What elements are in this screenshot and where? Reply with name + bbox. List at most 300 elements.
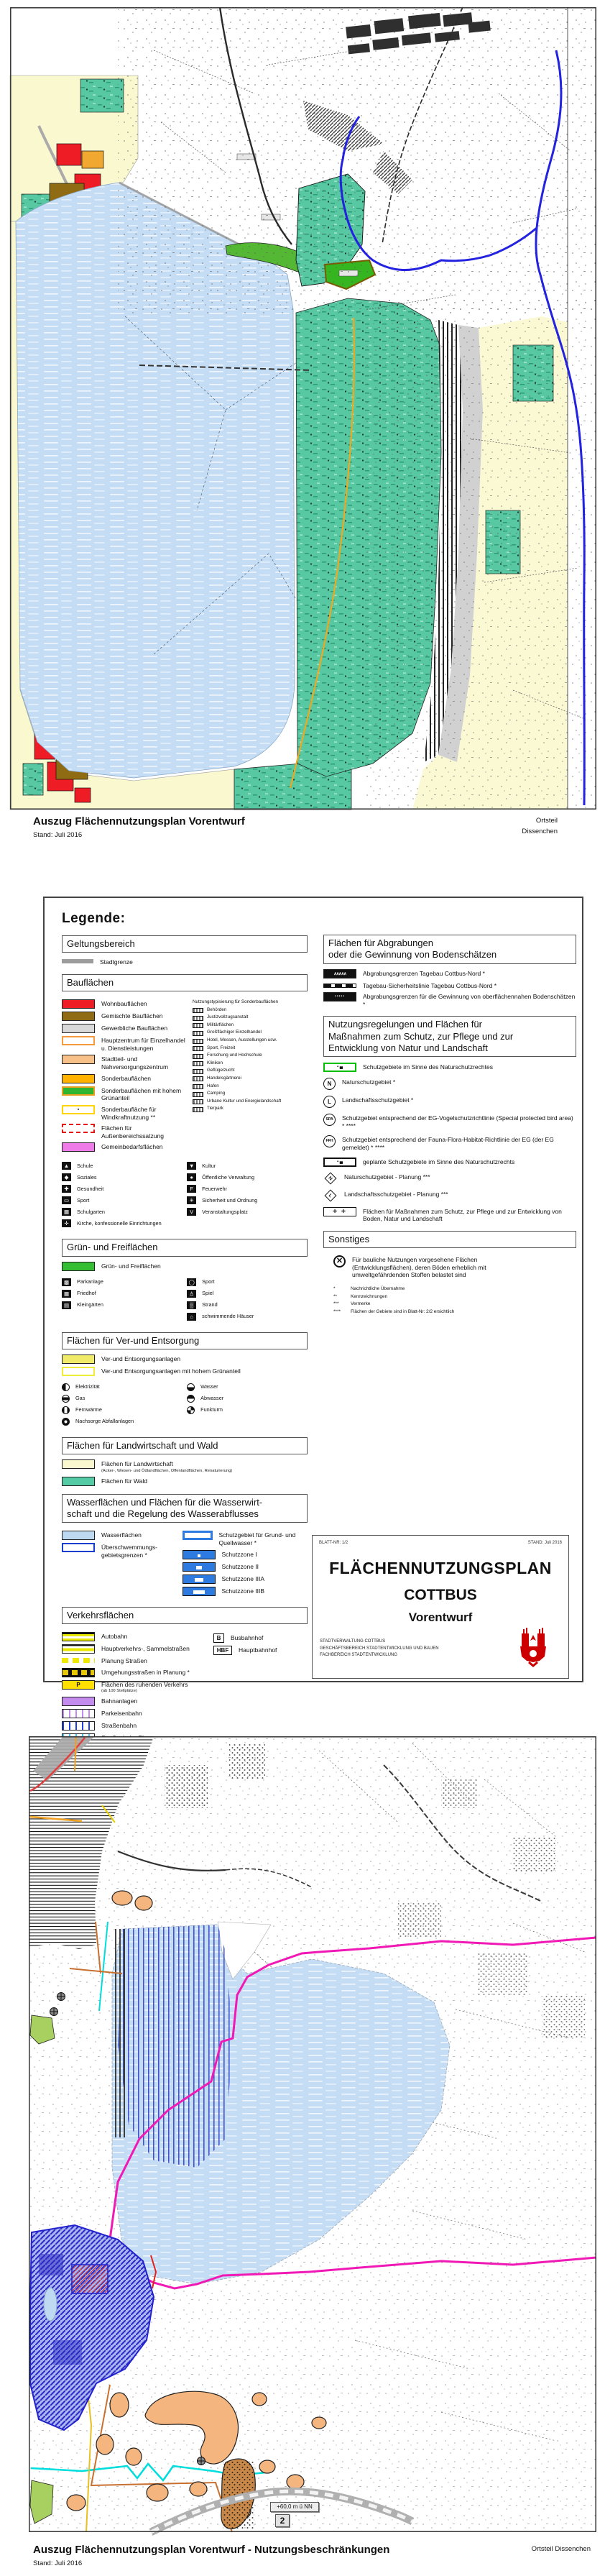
gruen-icon-item bbox=[62, 1278, 180, 1286]
section-verent: Flächen für Ver-und Entsorgung bbox=[62, 1332, 308, 1349]
legend-item bbox=[62, 1543, 177, 1559]
legend-item-label: Naturschutzgebiet * bbox=[342, 1078, 396, 1086]
gemeinbedarf-icon: ✚ bbox=[62, 1185, 71, 1193]
legend-swatch bbox=[323, 984, 356, 988]
section-gruen: Grün- und Freiflächen bbox=[62, 1239, 308, 1256]
sondertyp-item bbox=[193, 1091, 308, 1097]
footnote-text: Kennzeichnungen bbox=[351, 1293, 388, 1299]
org-line: FACHBEREICH STADTENTWICKLUNG bbox=[320, 1653, 397, 1658]
org-line: GESCHÄFTSBEREICH STADTENTWICKLUNG UND BAUEN bbox=[320, 1646, 439, 1651]
gemeinbedarf-label: Gesundheit bbox=[77, 1185, 104, 1192]
legend-swatch bbox=[62, 1055, 95, 1064]
legend-item-label: Ver-und Entsorgungsanlagen mit hohem Grünanteil bbox=[101, 1367, 241, 1375]
verent-icon-label: Funkturm bbox=[200, 1406, 223, 1413]
sondertyp-swatch bbox=[193, 1076, 203, 1081]
legend-item-note: (ab 100 Stellplätze) bbox=[101, 1689, 137, 1694]
legend-left-column bbox=[62, 905, 308, 1746]
legend-swatch bbox=[62, 1459, 95, 1469]
gemeinbedarf-icon: ● bbox=[187, 1173, 196, 1181]
legend-page bbox=[43, 897, 583, 1730]
section-title-line: Wasserflächen und Flächen für die Wasserwirt- bbox=[67, 1496, 263, 1508]
sondertyp-label: Hafen bbox=[207, 1083, 219, 1088]
sondertyp-label: Militärflächen bbox=[207, 1022, 234, 1027]
gruen-icon-item bbox=[187, 1301, 305, 1309]
legend-swatch bbox=[183, 1575, 216, 1584]
legend-item bbox=[62, 1632, 209, 1641]
legend-item bbox=[323, 1078, 576, 1090]
gruen-icon: ◯ bbox=[187, 1278, 196, 1286]
gruen-icons-right bbox=[187, 1275, 305, 1324]
verent-icon-label: Gas bbox=[75, 1395, 86, 1402]
sondertyp-swatch bbox=[193, 1069, 203, 1074]
verent-icon-item bbox=[187, 1395, 305, 1403]
legend-swatch bbox=[62, 1658, 95, 1663]
legend-item-label: Parkeisenbahn bbox=[101, 1710, 142, 1718]
verent-icon-item bbox=[62, 1418, 180, 1426]
sonstiges-items bbox=[323, 1255, 576, 1279]
sondertyp-item bbox=[193, 1038, 308, 1044]
legend-item bbox=[62, 1459, 308, 1474]
gemeinbedarf-item bbox=[62, 1208, 180, 1216]
gemeinbedarf-label: Schule bbox=[77, 1162, 93, 1169]
legend-item-label: Schutzgebiet entsprechend der Fauna-Flora-Habitat-Richtlinie der EG (der EG gemeldet) * **** bbox=[342, 1136, 554, 1151]
sondertyp-label: Handelsgärtnerei bbox=[207, 1076, 241, 1081]
legend-swatch bbox=[62, 1632, 95, 1641]
gemeinbedarf-icon: ✛ bbox=[62, 1219, 71, 1227]
footnote-text: Vermerke bbox=[351, 1301, 371, 1307]
sheet-number-label: 2 bbox=[275, 2514, 290, 2527]
abgrabungen-items bbox=[323, 969, 576, 1009]
legend-item bbox=[62, 1477, 308, 1486]
gruen-icon: ▒ bbox=[187, 1301, 196, 1309]
sondertyp-swatch bbox=[193, 1084, 203, 1089]
sondertyp-swatch bbox=[193, 1039, 203, 1044]
gemeinbedarf-label: Sport bbox=[77, 1196, 90, 1204]
legend-item bbox=[62, 1055, 188, 1071]
sondertyp-label: Großflächiger Einzelhandel bbox=[207, 1030, 262, 1035]
sondertypen-header: Nutzungstypisierung für Sonderbauflächen bbox=[193, 999, 279, 1005]
map-vorentwurf-canvas bbox=[10, 7, 596, 810]
legend-swatch bbox=[62, 1012, 95, 1021]
legend-item bbox=[62, 1709, 209, 1718]
legend-right-column bbox=[323, 927, 576, 1315]
legend-item bbox=[62, 1124, 188, 1140]
sondertyp-swatch bbox=[193, 1046, 203, 1051]
gemeinbedarf-icon: ▦ bbox=[62, 1208, 71, 1216]
gemeinbedarf-label: Veranstaltungsplatz bbox=[202, 1208, 248, 1215]
legend-item bbox=[62, 1656, 209, 1665]
sondertyp-item bbox=[193, 1083, 308, 1089]
legend-item bbox=[62, 1024, 188, 1033]
verent-icon-item bbox=[62, 1395, 180, 1403]
sondertyp-swatch bbox=[193, 1016, 203, 1021]
section-landwirtschaft: Flächen für Landwirtschaft und Wald bbox=[62, 1437, 308, 1454]
section-nutzungsregelungen bbox=[323, 1016, 576, 1057]
wasser-items-right bbox=[183, 1528, 308, 1598]
map-nutzungsbeschraenkungen-canvas bbox=[29, 1736, 596, 2532]
legend-swatch bbox=[62, 1355, 95, 1364]
legend-item bbox=[183, 1531, 308, 1546]
section-title-line: Flächen für Abgrabungen bbox=[328, 938, 433, 948]
legend-item bbox=[62, 1142, 188, 1152]
gemeinbedarf-label: Kirche, konfessionelle Einrichtungen bbox=[77, 1219, 162, 1227]
sondertyp-item bbox=[193, 1106, 308, 1112]
gruen-icon-label: Strand bbox=[202, 1301, 218, 1308]
legend-item-label: Grün- und Freiflächen bbox=[101, 1262, 161, 1270]
gruen-icon: ▤ bbox=[62, 1301, 71, 1309]
gruen-icons-left bbox=[62, 1275, 180, 1324]
sondertyp-swatch bbox=[193, 1031, 203, 1036]
section-title-line: schaft und die Regelung des Wasserabflusses bbox=[67, 1508, 259, 1520]
footnote bbox=[333, 1294, 576, 1300]
legend-item bbox=[323, 1207, 576, 1223]
gruen-items bbox=[62, 1262, 308, 1271]
legend-item-label: Bahnanlagen bbox=[101, 1697, 138, 1705]
verkehr-items-right bbox=[213, 1629, 307, 1746]
legend-item-label: Gemeinbedarfsflächen bbox=[101, 1143, 163, 1151]
legend-swatch: ▪ ▄ bbox=[323, 1158, 356, 1167]
gemeinbedarf-item bbox=[62, 1196, 180, 1204]
blatt-nr: BLATT-NR: 1/2 bbox=[319, 1541, 348, 1545]
footnote-text: Nachrichtliche Übernahme bbox=[351, 1286, 405, 1291]
sondertyp-item bbox=[193, 1099, 308, 1104]
sondertyp-label: Forschung und Hochschule bbox=[207, 1053, 262, 1058]
legend-swatch: FFH bbox=[323, 1135, 336, 1147]
legend-swatch bbox=[62, 1721, 95, 1731]
gruen-icon-label: Friedhof bbox=[77, 1290, 96, 1297]
verent-icon-label: Wasser bbox=[200, 1383, 218, 1390]
legend-item-label: Flächen für Außenbereichssatzung bbox=[101, 1124, 164, 1140]
sondertyp-swatch bbox=[193, 1061, 203, 1066]
legend-item bbox=[62, 1680, 209, 1695]
legend-item-label: Flächen für Maßnahmen zum Schutz, zur Pflege und zur Entwicklung von Boden, Natur und Landschaft bbox=[363, 1207, 562, 1223]
section-title-line: Nutzungsregelungen und Flächen für bbox=[328, 1019, 482, 1030]
gemeinbedarf-icons-right bbox=[187, 1158, 305, 1231]
legend-item bbox=[62, 1644, 209, 1654]
legend-item-label: Flächen des ruhenden Verkehrs bbox=[101, 1680, 188, 1688]
gruen-icon-item bbox=[187, 1290, 305, 1298]
verent-icon bbox=[62, 1418, 70, 1426]
gemeinbedarf-item bbox=[62, 1185, 180, 1193]
legend-swatch: ✕ bbox=[333, 1255, 346, 1268]
legend-swatch bbox=[62, 1086, 95, 1096]
legend-item-label: Abgrabungsgrenzen Tagebau Cottbus-Nord * bbox=[363, 969, 485, 977]
sondertyp-item bbox=[193, 1045, 308, 1051]
sondertyp-swatch bbox=[193, 1054, 203, 1059]
legend-swatch bbox=[62, 1367, 95, 1376]
legend-item bbox=[183, 1550, 308, 1559]
small-pond bbox=[44, 2288, 57, 2321]
verent-icons-left bbox=[62, 1380, 180, 1429]
legend-swatch: P bbox=[62, 1680, 95, 1690]
gemeinbedarf-icon: ▭ bbox=[62, 1196, 71, 1204]
gruen-icon-item bbox=[187, 1313, 305, 1321]
gemeinbedarf-icon: V bbox=[187, 1208, 196, 1216]
section-title-line: Maßnahmen zum Schutz, zur Pflege und zur bbox=[328, 1030, 514, 1042]
legend-swatch: N bbox=[323, 1078, 336, 1090]
bauflaechen-items bbox=[62, 996, 188, 1155]
legend-item-label: Hauptzentrum für Einzelhandel u. Dienstleistungen bbox=[101, 1037, 185, 1052]
legend-swatch bbox=[62, 1531, 95, 1540]
dark-edge-band bbox=[112, 1929, 128, 2137]
legend-item bbox=[323, 1190, 576, 1201]
verent-icon-item bbox=[187, 1383, 305, 1391]
legend-item bbox=[62, 1012, 188, 1021]
footnote-mark: **** bbox=[333, 1309, 341, 1315]
gemeinbedarf-icon: ✳ bbox=[187, 1196, 196, 1204]
legend-item bbox=[323, 1063, 576, 1072]
legend-item-label: Umgehungsstraßen in Planung * bbox=[101, 1668, 190, 1676]
legend-item bbox=[213, 1646, 307, 1655]
legend-swatch bbox=[62, 1262, 95, 1271]
section-bauflaechen: Bauflächen bbox=[62, 974, 308, 991]
sondertyp-item bbox=[193, 1068, 308, 1074]
legend-item-label: geplante Schutzgebiete im Sinne des Naturschutzrechts bbox=[363, 1158, 515, 1165]
legend-item-label: Gewerbliche Bauflächen bbox=[101, 1025, 168, 1032]
gemeinbedarf-item bbox=[187, 1208, 305, 1216]
legend-swatch: N bbox=[325, 1172, 337, 1184]
legend-swatch: ✛ ✛ bbox=[323, 1207, 356, 1216]
map1-title: Auszug Flächennutzungsplan Vorentwurf bbox=[33, 815, 245, 828]
section-abgrabungen bbox=[323, 935, 576, 964]
org-lines bbox=[320, 1638, 439, 1659]
sondertyp-swatch bbox=[193, 1092, 203, 1097]
verent-icons-right bbox=[187, 1380, 305, 1429]
verent-icon bbox=[62, 1406, 70, 1414]
plan-title-line2: COTTBUS bbox=[404, 1587, 477, 1603]
sondertyp-label: Tierpark bbox=[207, 1106, 223, 1111]
wasser-items-left bbox=[62, 1528, 177, 1598]
legend-item-label: Autobahn bbox=[101, 1632, 128, 1640]
legend-item-label: Schutzzone IIIB bbox=[221, 1587, 265, 1595]
legend-item bbox=[62, 1668, 209, 1677]
map1-ortsteil bbox=[522, 815, 558, 837]
gruen-icon-label: Parkanlage bbox=[77, 1278, 103, 1285]
legend-item-label: Sonderbaufläche für Windkraftnutzung ** bbox=[101, 1105, 157, 1121]
verent-icon-label: Fernwärme bbox=[75, 1406, 102, 1413]
legend-item-label: Busbahnhof bbox=[231, 1633, 264, 1641]
gemeinbedarf-item bbox=[62, 1162, 180, 1170]
footnote-text: Flächen der Gebiete sind in Blatt-Nr: 2/2 ersichtlich bbox=[351, 1309, 455, 1315]
legend-item-label: Stadtteil- und Nahversorgungszentrum bbox=[101, 1055, 169, 1071]
sondertyp-item bbox=[193, 1076, 308, 1081]
footnote-mark: *** bbox=[333, 1301, 339, 1307]
gruen-icon-item bbox=[62, 1290, 180, 1298]
cottbus-coat-of-arms-icon bbox=[518, 1628, 548, 1667]
sondertyp-item bbox=[193, 1015, 308, 1021]
legend-item-label: Sonderbauflächen bbox=[101, 1074, 152, 1082]
landwirtschaft-items bbox=[62, 1459, 308, 1486]
legend-item bbox=[62, 958, 308, 966]
legend-swatch bbox=[62, 999, 95, 1009]
gruen-icon-label: Kleingärten bbox=[77, 1301, 103, 1308]
legend-item-label: Flächen für Wald bbox=[101, 1477, 147, 1485]
footnote-mark: ** bbox=[333, 1293, 337, 1299]
legend-item-label: Schutzgebiet für Grund- und Quellwasser * bbox=[218, 1531, 296, 1547]
legend-item bbox=[62, 1074, 188, 1083]
legend-item bbox=[323, 969, 576, 978]
sondertyp-item bbox=[193, 1030, 308, 1036]
legend-item bbox=[183, 1575, 308, 1584]
legend-item-label: Schutzgebiet entsprechend der EG-Vogelschutzrichtlinie (Special protected bird area) * **** bbox=[342, 1114, 573, 1129]
verent-icon bbox=[62, 1395, 70, 1403]
section-title-line: oder die Gewinnung von Bodenschätzen bbox=[328, 949, 497, 961]
gemeinbedarf-icons-left bbox=[62, 1158, 180, 1231]
gruen-icon-item bbox=[187, 1278, 305, 1286]
plan-title-line1: FLÄCHENNUTZUNGSPLAN bbox=[329, 1559, 552, 1577]
legend-item-label: Hauptverkehrs-, Sammelstraßen bbox=[101, 1644, 190, 1652]
gemeinbedarf-icon: ▼ bbox=[187, 1162, 196, 1170]
footnote-mark: * bbox=[333, 1286, 336, 1291]
legend-item bbox=[62, 1721, 209, 1731]
gemeinbedarf-item bbox=[187, 1162, 305, 1170]
legend-swatch: HBF bbox=[213, 1646, 232, 1655]
sondertypen-items bbox=[193, 1007, 308, 1112]
legend-item bbox=[62, 1036, 188, 1052]
legend-swatch bbox=[62, 1697, 95, 1706]
verent-icon bbox=[187, 1406, 195, 1414]
legend-item-label: Ver-und Entsorgungsanlagen bbox=[101, 1355, 181, 1362]
ortsteil-line: Dissenchen bbox=[522, 828, 558, 836]
gemeinbedarf-label: Schulgarten bbox=[77, 1208, 105, 1215]
legend-item-label: Stadtgrenze bbox=[100, 958, 133, 966]
legend-item bbox=[323, 981, 576, 990]
verent-icon-label: Abwasser bbox=[200, 1395, 224, 1402]
gemeinbedarf-label: Öffentliche Verwaltung bbox=[202, 1173, 255, 1181]
footnote bbox=[333, 1301, 576, 1307]
verent-items bbox=[62, 1355, 308, 1376]
gemeinbedarf-icon: ▲ bbox=[62, 1162, 71, 1170]
map2-title: Auszug Flächennutzungsplan Vorentwurf - Nutzungsbeschränkungen bbox=[33, 2544, 390, 2556]
legend-item bbox=[323, 1114, 576, 1129]
sondertyp-item bbox=[193, 1053, 308, 1059]
legend-swatch bbox=[183, 1562, 216, 1572]
legend-item-label: Überschwemmungs- gebietsgrenzen * bbox=[101, 1544, 157, 1559]
legend-item-label: Schutzzone IIIA bbox=[221, 1575, 265, 1582]
legend-swatch bbox=[62, 1036, 95, 1045]
sondertyp-label: Sport, Freizeit bbox=[207, 1045, 236, 1050]
gruen-icon: ▩ bbox=[62, 1278, 71, 1286]
legend-item-label: Für bauliche Nutzungen vorgesehene Flächen (Entwicklungsflächen), deren Böden erheblich mit umweltgefährdenden Stoffen belastet sind bbox=[352, 1256, 486, 1279]
legend-swatch: L bbox=[325, 1189, 337, 1201]
geltungsbereich-items bbox=[62, 958, 308, 966]
legend-swatch bbox=[62, 1709, 95, 1718]
legend-swatch bbox=[62, 1142, 95, 1152]
footnote bbox=[333, 1286, 576, 1292]
gruen-icon: ▦ bbox=[62, 1290, 71, 1298]
gruen-icon-label: Spiel bbox=[202, 1290, 214, 1297]
sondertyp-item bbox=[193, 1007, 308, 1013]
legend-item-label: Hauptbahnhof bbox=[239, 1646, 277, 1654]
legend-item bbox=[62, 999, 188, 1009]
gruen-icon: ⌂ bbox=[187, 1313, 196, 1321]
gemeinbedarf-icon: F bbox=[187, 1185, 196, 1193]
gemeinbedarf-label: Kultur bbox=[202, 1162, 216, 1169]
section-wasser bbox=[62, 1494, 308, 1523]
section-geltungsbereich: Geltungsbereich bbox=[62, 935, 308, 953]
legend-item bbox=[62, 1086, 188, 1102]
section-title-line: Entwicklung von Natur und Landschaft bbox=[328, 1042, 488, 1053]
gruen-icon-label: Sport bbox=[202, 1278, 215, 1285]
verent-icon-item bbox=[187, 1406, 305, 1414]
legend-swatch bbox=[62, 1024, 95, 1033]
legend-footnotes bbox=[323, 1286, 576, 1315]
legend-item-label: Planung Straßen bbox=[101, 1656, 147, 1664]
legend-swatch bbox=[183, 1587, 216, 1596]
legend-swatch bbox=[183, 1531, 213, 1540]
legend-item bbox=[183, 1562, 308, 1572]
legend-item-label: Landschaftsschutzgebiet - Planung *** bbox=[344, 1190, 448, 1198]
sondertyp-label: Justizvollzugsanstalt bbox=[207, 1014, 249, 1020]
verent-icon-item bbox=[62, 1406, 180, 1414]
sondertyp-swatch bbox=[193, 1023, 203, 1028]
legend-item-label: Naturschutzgebiet - Planung *** bbox=[344, 1173, 430, 1181]
legend-item-label: Schutzgebiete im Sinne des Naturschutzrechtes bbox=[363, 1063, 493, 1071]
legend-swatch: L bbox=[323, 1096, 336, 1108]
gemeinbedarf-label: Soziales bbox=[77, 1173, 97, 1181]
legend-item bbox=[183, 1587, 308, 1596]
map1-stand: Stand: Juli 2016 bbox=[33, 831, 83, 839]
gemeinbedarf-item bbox=[187, 1196, 305, 1204]
sondertyp-label: Kliniken bbox=[207, 1060, 223, 1065]
legend-item bbox=[62, 1105, 188, 1121]
legend-item bbox=[62, 1355, 308, 1364]
org-line: STADTVERWALTUNG COTTBUS bbox=[320, 1639, 386, 1644]
legend-swatch bbox=[62, 1477, 95, 1486]
legend-swatch: ▪ bbox=[62, 1105, 95, 1114]
sondertyp-swatch bbox=[193, 1107, 203, 1112]
legend-item bbox=[323, 1135, 576, 1151]
sondertypen-block bbox=[193, 996, 308, 1155]
gruen-icon: ♙ bbox=[187, 1290, 196, 1298]
legend-item-label: Abgrabungsgrenzen für die Gewinnung von oberflächennahen Bodenschätzen * bbox=[363, 993, 576, 1008]
legend-swatch bbox=[62, 1124, 95, 1133]
titleblock-stand: STAND: Juli 2016 bbox=[527, 1541, 562, 1545]
verent-icon-label: Nachsorge Abfallanlagen bbox=[75, 1418, 134, 1425]
verent-icon-item bbox=[62, 1383, 180, 1391]
map2-ortsteil: Ortsteil Dissenchen bbox=[531, 2545, 591, 2553]
legend-item-label: Schutzzone I bbox=[221, 1550, 257, 1558]
legend-item bbox=[62, 1697, 209, 1706]
sondertyp-label: Behörden bbox=[207, 1007, 227, 1012]
legend-item bbox=[323, 1096, 576, 1108]
footnote bbox=[333, 1309, 576, 1315]
verent-icon bbox=[187, 1383, 195, 1391]
plan-title-block bbox=[312, 1535, 569, 1679]
legend-swatch bbox=[62, 1074, 95, 1083]
sondertyp-label: Urbane Kultur und Energielandschaft bbox=[207, 1098, 282, 1104]
gemeinbedarf-item bbox=[187, 1185, 305, 1193]
sondertyp-swatch bbox=[193, 1099, 203, 1104]
verent-icon-label: Elektrizität bbox=[75, 1383, 100, 1390]
legend-swatch bbox=[62, 1644, 95, 1654]
lake-restriction-hatch bbox=[118, 1925, 233, 2168]
legend-swatch: ▪ ▄ bbox=[323, 1063, 356, 1072]
legend-item-note: (Acker-, Wiesen- und Ödlandflächen, Offenlandflächen, Renaturierung) bbox=[101, 1468, 233, 1473]
map2-stand: Stand: Juli 2016 bbox=[33, 2559, 83, 2567]
legend-item bbox=[213, 1633, 307, 1643]
elevation-label: +60,0 m ü NN bbox=[270, 2502, 319, 2512]
legend-item-label: Sonderbauflächen mit hohem Grünanteil bbox=[101, 1086, 182, 1102]
ortsteil-line: Ortsteil bbox=[535, 817, 558, 825]
legend-item bbox=[333, 1255, 576, 1279]
legend-item-label: Flächen für Landwirtschaft bbox=[101, 1460, 173, 1468]
gemeinbedarf-item bbox=[62, 1173, 180, 1181]
legend-swatch bbox=[62, 1668, 95, 1677]
legend-item-label: Tagebau-Sicherheitslinie Tagebau Cottbus-Nord * bbox=[363, 981, 497, 989]
gemeinbedarf-label: Feuerwehr bbox=[202, 1185, 228, 1192]
legend-item bbox=[323, 1173, 576, 1184]
